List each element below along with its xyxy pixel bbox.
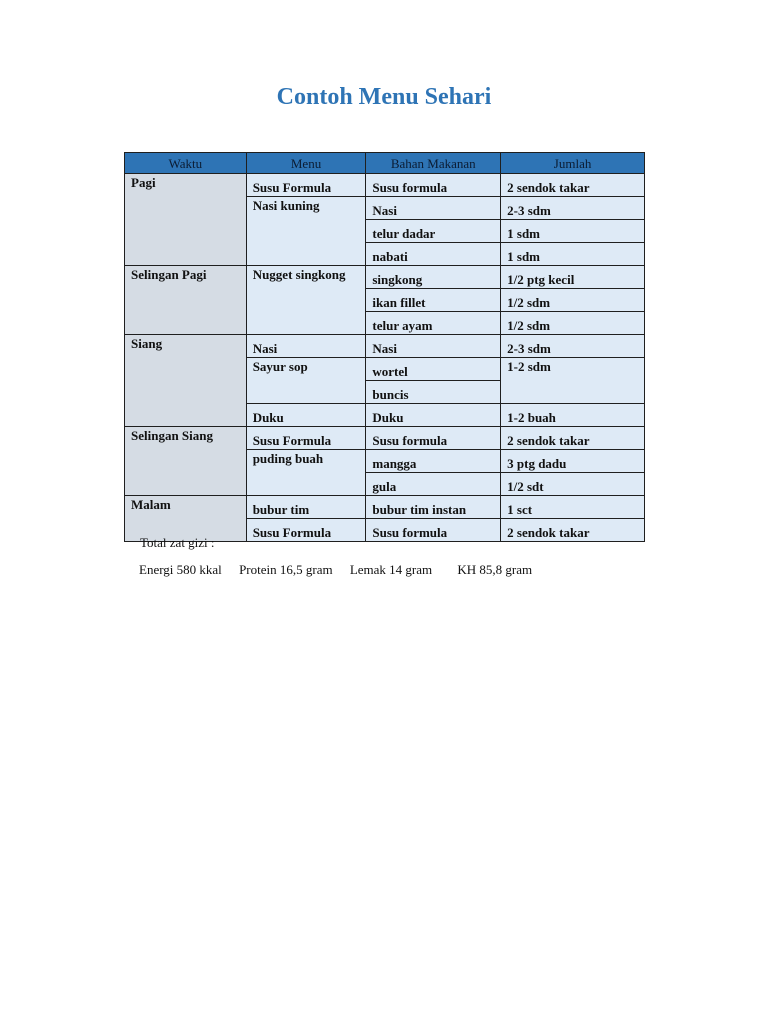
jumlah-cell: 1-2 sdm <box>501 358 645 404</box>
menu-cell: Duku <box>246 404 366 427</box>
waktu-cell: Malam <box>125 496 247 542</box>
bahan-cell: mangga <box>366 450 501 473</box>
menu-table <box>124 152 645 542</box>
menu-cell: Nasi kuning <box>246 197 366 266</box>
jumlah-cell: 1/2 sdm <box>501 312 645 335</box>
menu-cell: Susu Formula <box>246 519 366 542</box>
header-jumlah: Jumlah <box>501 153 645 174</box>
jumlah-cell: 3 ptg dadu <box>501 450 645 473</box>
waktu-cell: Siang <box>125 335 247 427</box>
jumlah-cell: 1 sdm <box>501 220 645 243</box>
bahan-cell: gula <box>366 473 501 496</box>
bahan-cell: Susu formula <box>366 174 501 197</box>
jumlah-cell: 1-2 buah <box>501 404 645 427</box>
waktu-cell: Pagi <box>125 174 247 266</box>
bahan-cell: nabati <box>366 243 501 266</box>
bahan-cell: Nasi <box>366 335 501 358</box>
page-title: Contoh Menu Sehari <box>276 84 492 110</box>
jumlah-cell: 1/2 ptg kecil <box>501 266 645 289</box>
waktu-cell: Selingan Pagi <box>125 266 247 335</box>
jumlah-cell: 2-3 sdm <box>501 335 645 358</box>
header-menu: Menu <box>246 153 366 174</box>
menu-cell: Sayur sop <box>246 358 366 404</box>
bahan-cell: ikan fillet <box>366 289 501 312</box>
jumlah-cell: 2 sendok takar <box>501 519 645 542</box>
jumlah-cell: 1/2 sdt <box>501 473 645 496</box>
total-values <box>139 562 532 578</box>
waktu-cell: Selingan Siang <box>125 427 247 496</box>
menu-cell: Nasi <box>246 335 366 358</box>
bahan-cell: telur dadar <box>366 220 501 243</box>
total-energi: Energi 580 kkal <box>139 562 222 577</box>
jumlah-cell: 1 sdm <box>501 243 645 266</box>
bahan-cell: buncis <box>366 381 501 404</box>
jumlah-cell: 2 sendok takar <box>501 427 645 450</box>
table-row <box>125 335 645 358</box>
menu-cell: Nugget singkong <box>246 266 366 335</box>
jumlah-cell: 1/2 sdm <box>501 289 645 312</box>
table-header-row <box>125 153 645 174</box>
menu-cell: Susu Formula <box>246 427 366 450</box>
jumlah-cell: 2 sendok takar <box>501 174 645 197</box>
bahan-cell: Duku <box>366 404 501 427</box>
bahan-cell: bubur tim instan <box>366 496 501 519</box>
menu-cell: Susu Formula <box>246 174 366 197</box>
bahan-cell: Susu formula <box>366 427 501 450</box>
total-label: Total zat gizi : <box>140 535 215 550</box>
bahan-cell: wortel <box>366 358 501 381</box>
table-row <box>125 496 645 519</box>
menu-cell: bubur tim <box>246 496 366 519</box>
bahan-cell: Nasi <box>366 197 501 220</box>
table-row <box>125 427 645 450</box>
menu-cell: puding buah <box>246 450 366 496</box>
header-waktu: Waktu <box>125 153 247 174</box>
bahan-cell: Susu formula <box>366 519 501 542</box>
total-protein: Protein 16,5 gram <box>239 562 333 577</box>
jumlah-cell: 1 sct <box>501 496 645 519</box>
table-row <box>125 174 645 197</box>
jumlah-cell: 2-3 sdm <box>501 197 645 220</box>
bahan-cell: telur ayam <box>366 312 501 335</box>
header-bahan-makanan: Bahan Makanan <box>366 153 501 174</box>
bahan-cell: singkong <box>366 266 501 289</box>
total-lemak: Lemak 14 gram <box>349 562 433 577</box>
total-kh: KH 85,8 gram <box>457 562 533 577</box>
table-row <box>125 266 645 289</box>
